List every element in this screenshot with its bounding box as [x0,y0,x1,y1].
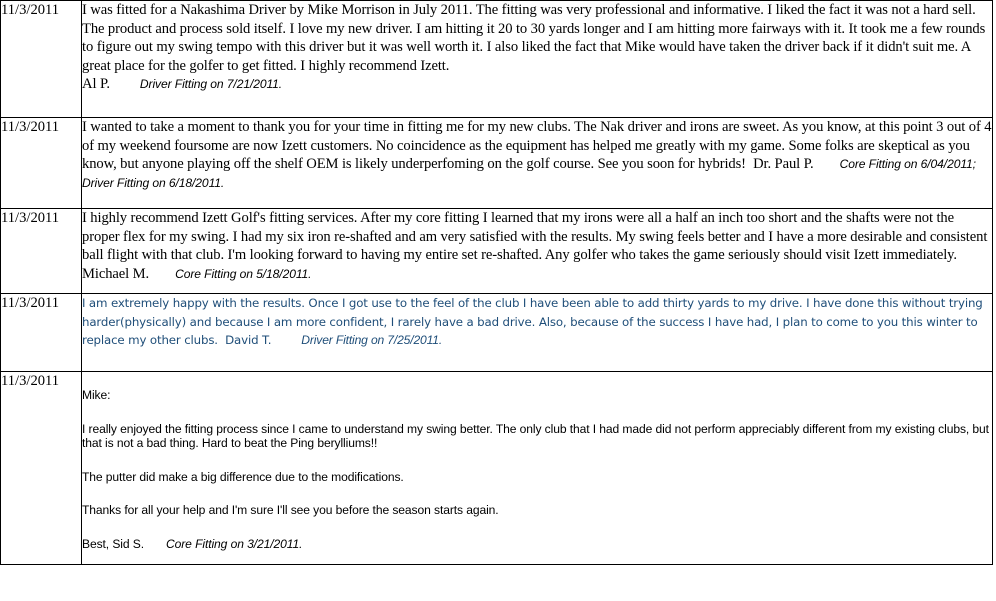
testimonial-text: I was fitted for a Nakashima Driver by Mike Morrison in July 2011. The fitting was very professional and informative. I liked the fact it was not a hard sell. The product and process sold itself. I love my new driver. I am hitting it 20 to 30 yards longer and I am hitting more fairways with it. It took me a few rounds to figure out my swing tempo with this driver but it was well worth it. I also liked the fact that Mike would have taken the driver back if it didn't suit me. A great place for the golfer to get fitted. I highly recommend Izett. [82,2,986,74]
testimonial-row [1,1,993,118]
testimonial-body [82,1,993,118]
testimonial-row [1,372,993,565]
testimonial-paragraph: Thanks for all your help and I'm sure I'll see you before the season starts again. [82,503,499,518]
testimonial-text: I highly recommend Izett Golf's fitting services. After my core fitting I learned that my irons were all a half an inch too short and the shafts were not the proper flex for my swing. I had my six iron re-shafted and am very satisfied with the results. My swing feels better and I have a more desirable and consistent ball flight with that club. I'm looking forward to having my entire set re-shafted. Any golfer who takes the game seriously should visit Izett immediately. [82,210,988,264]
testimonial-body [82,294,993,372]
fitting-info: Core Fitting on 3/21/2011. [166,536,303,551]
testimonial-body [82,118,993,209]
testimonial-paragraph: The putter did make a big difference due to the modifications. [82,469,404,484]
testimonial-date: 11/3/2011 [1,372,82,565]
testimonial-row [1,209,993,294]
testimonial-date: 11/3/2011 [1,1,82,118]
testimonial-author: Al P. [82,76,110,93]
testimonial-author: Best, Sid S. [82,536,144,551]
testimonial-text: I am extremely happy with the results. Once I got use to the feel of the club I have been able to add thirty yards to my drive. I have done this without trying harder(physically) and because I am more confident, I rarely have a bad drive. Also, because of the success I have had, I plan to come to you this winter to replace my other clubs. [82,296,983,348]
testimonial-paragraph: I really enjoyed the fitting process since I came to understand my swing better. The only club that I had made did not perform appreciably different from my existing clubs, but that is not a bad thing. Hard to beat the Ping berylliums!! [82,421,989,451]
testimonial-text: I wanted to take a moment to thank you for your time in fitting me for my new clubs. The Nak driver and irons are sweet. As you know, at this point 3 out of 4 of my weekend foursome are now Izett customers. No coincidence as the equipment has helped me greatly with my game. Some folks are skeptical as you know, but anyone playing off the shelf OEM is likely underperfoming on the golf course. See you soon for hybrids! [82,119,992,173]
testimonial-date: 11/3/2011 [1,294,82,372]
testimonial-row [1,294,993,372]
fitting-info: Driver Fitting on 7/25/2011. [301,333,443,348]
testimonial-body [82,209,993,294]
testimonial-date: 11/3/2011 [1,209,82,294]
testimonial-row [1,118,993,209]
testimonial-date: 11/3/2011 [1,118,82,209]
testimonial-author: Dr. Paul P. [753,156,814,173]
testimonial-author: Michael M. [82,265,150,282]
testimonial-salutation: Mike: [82,388,111,402]
fitting-info: Driver Fitting on 7/21/2011. [139,77,283,92]
fitting-info: Core Fitting on 6/04/2011; Driver Fitting on 6/18/2011. [82,157,976,190]
testimonial-body [82,372,993,565]
testimonial-author: David T. [225,333,272,348]
fitting-info: Core Fitting on 5/18/2011. [175,266,312,281]
